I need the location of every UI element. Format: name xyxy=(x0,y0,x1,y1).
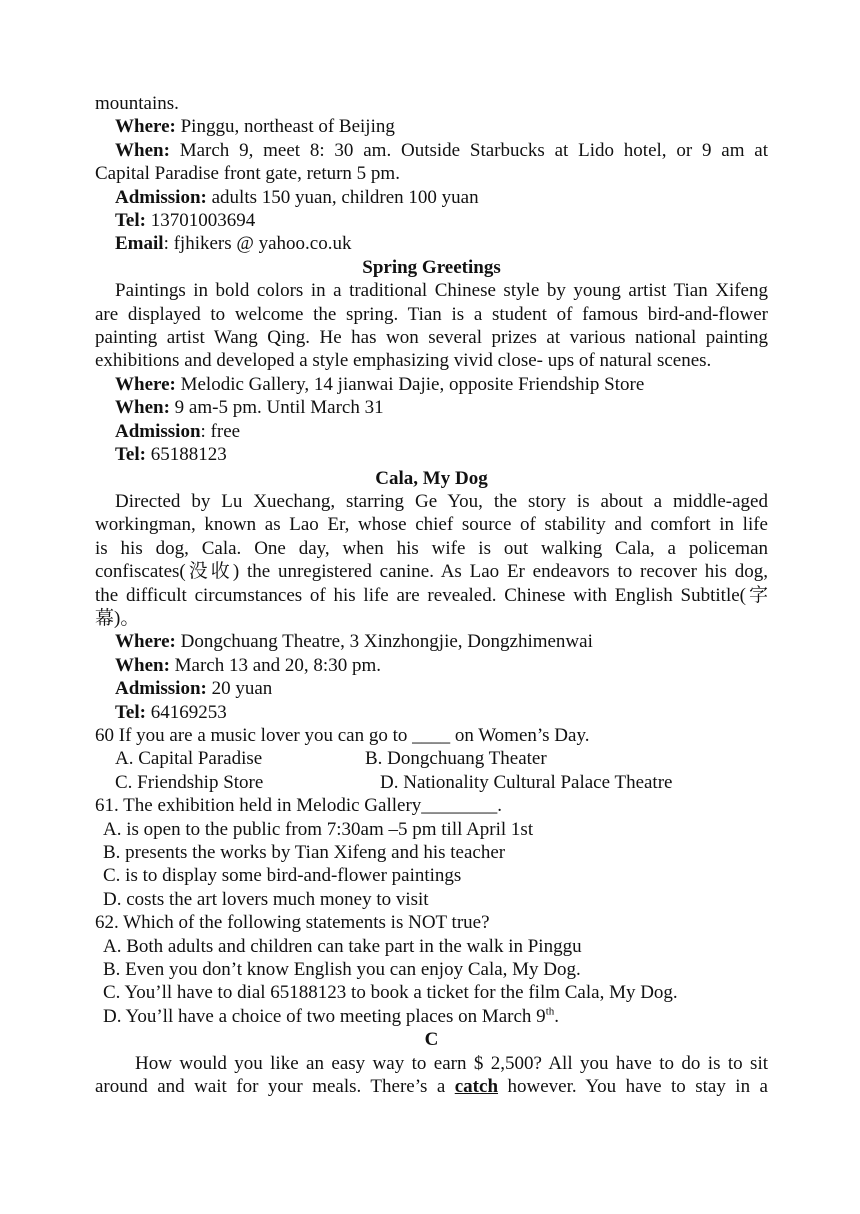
hike-admission: Admission: adults 150 yuan, children 100 yuan xyxy=(115,186,479,208)
spring-tel: Tel: 65188123 xyxy=(115,444,227,466)
cala-para-line1: Directed by Lu Xuechang, starring Ge You, the story is about a middle-aged xyxy=(115,490,768,512)
option-60-b: B. Dongchuang Theater xyxy=(365,748,547,770)
question-60-options-row1 xyxy=(95,747,768,770)
option-62-b: B. Even you don’t know English you can enjoy Cala, My Dog. xyxy=(103,959,581,981)
option-62-c: C. You’ll have to dial 65188123 to book a ticket for the film Cala, My Dog. xyxy=(103,982,678,1004)
question-62: 62. Which of the following statements is NOT true? xyxy=(95,912,490,934)
cala-para-line4: confiscates(没收) the unregistered canine. As Lao Er endeavors to recover his dog, xyxy=(95,561,768,583)
spring-para-line1: Paintings in bold colors in a traditional Chinese style by young artist Tian Xifeng xyxy=(115,280,768,302)
spring-para-line4: exhibitions and developed a style emphasizing vivid close- ups of natural scenes. xyxy=(95,350,712,372)
cala-admission: Admission: 20 yuan xyxy=(115,678,273,700)
section-c-label: C xyxy=(424,1029,439,1051)
option-61-c: C. is to display some bird-and-flower paintings xyxy=(103,865,462,887)
question-60-options-row2 xyxy=(95,771,768,794)
cala-title: Cala, My Dog xyxy=(375,467,488,489)
catch-word: catch xyxy=(454,1076,499,1098)
hike-where: Where: Pinggu, northeast of Beijing xyxy=(115,116,395,138)
option-61-b: B. presents the works by Tian Xifeng and his teacher xyxy=(103,842,506,863)
cala-para-line5: the difficult circumstances of his life are revealed. Chinese with English Subtitle(字 xyxy=(95,584,768,606)
question-60: 60 If you are a music lover you can go to ____ on Women’s Day. xyxy=(95,724,590,746)
spring-title: Spring Greetings xyxy=(362,256,501,278)
spring-where: Where: Melodic Gallery, 14 jianwai Dajie, opposite Friendship Store xyxy=(115,373,645,395)
option-61-d: D. costs the art lovers much money to visit xyxy=(103,888,429,910)
spring-para-line2: are displayed to welcome the spring. Tian is a student of famous bird-and-flower xyxy=(95,303,768,325)
option-60-c: C. Friendship Store xyxy=(115,771,264,793)
document-page xyxy=(95,92,768,1098)
spring-para-line3: painting artist Wang Qing. He has won several prizes at various national painting xyxy=(95,327,768,349)
section-c-line2: around and wait for your meals. There’s a catch however. You have to stay in a xyxy=(95,1076,768,1098)
hike-email: Email: fjhikers @ yahoo.co.uk xyxy=(115,233,352,255)
cala-tel: Tel: 64169253 xyxy=(115,701,227,723)
cala-when: When: March 13 and 20, 8:30 pm. xyxy=(115,654,381,676)
spring-when: When: 9 am-5 pm. Until March 31 xyxy=(115,397,384,419)
cala-para-line3: is his dog, Cala. One day, when his wife is out walking Cala, a policeman xyxy=(95,537,768,559)
cala-para-line2: workingman, known as Lao Er, whose chief source of stability and comfort in life xyxy=(95,514,768,536)
hike-tel: Tel: 13701003694 xyxy=(115,210,256,232)
cala-para-line6: 幕)。 xyxy=(95,607,140,629)
option-60-a: A. Capital Paradise xyxy=(115,748,263,770)
hike-tail: mountains. xyxy=(95,93,179,114)
question-61: 61. The exhibition held in Melodic Gallery________. xyxy=(95,795,503,817)
hike-when-line1: When: March 9, meet 8: 30 am. Outside Starbucks at Lido hotel, or 9 am at xyxy=(115,139,768,161)
hike-when-line2: Capital Paradise front gate, return 5 pm. xyxy=(95,163,400,185)
option-60-d: D. Nationality Cultural Palace Theatre xyxy=(380,771,673,793)
cala-where: Where: Dongchuang Theatre, 3 Xinzhongjie, Dongzhimenwai xyxy=(115,631,593,653)
section-c-line1: How would you like an easy way to earn $ 2,500? All you have to do is to sit xyxy=(135,1052,768,1074)
option-62-a: A. Both adults and children can take part in the walk in Pinggu xyxy=(103,935,582,957)
option-62-d: D. You’ll have a choice of two meeting places on March 9th. xyxy=(103,1005,559,1027)
option-61-a: A. is open to the public from 7:30am –5 pm till April 1st xyxy=(103,818,534,840)
spring-admission: Admission: free xyxy=(115,420,241,442)
